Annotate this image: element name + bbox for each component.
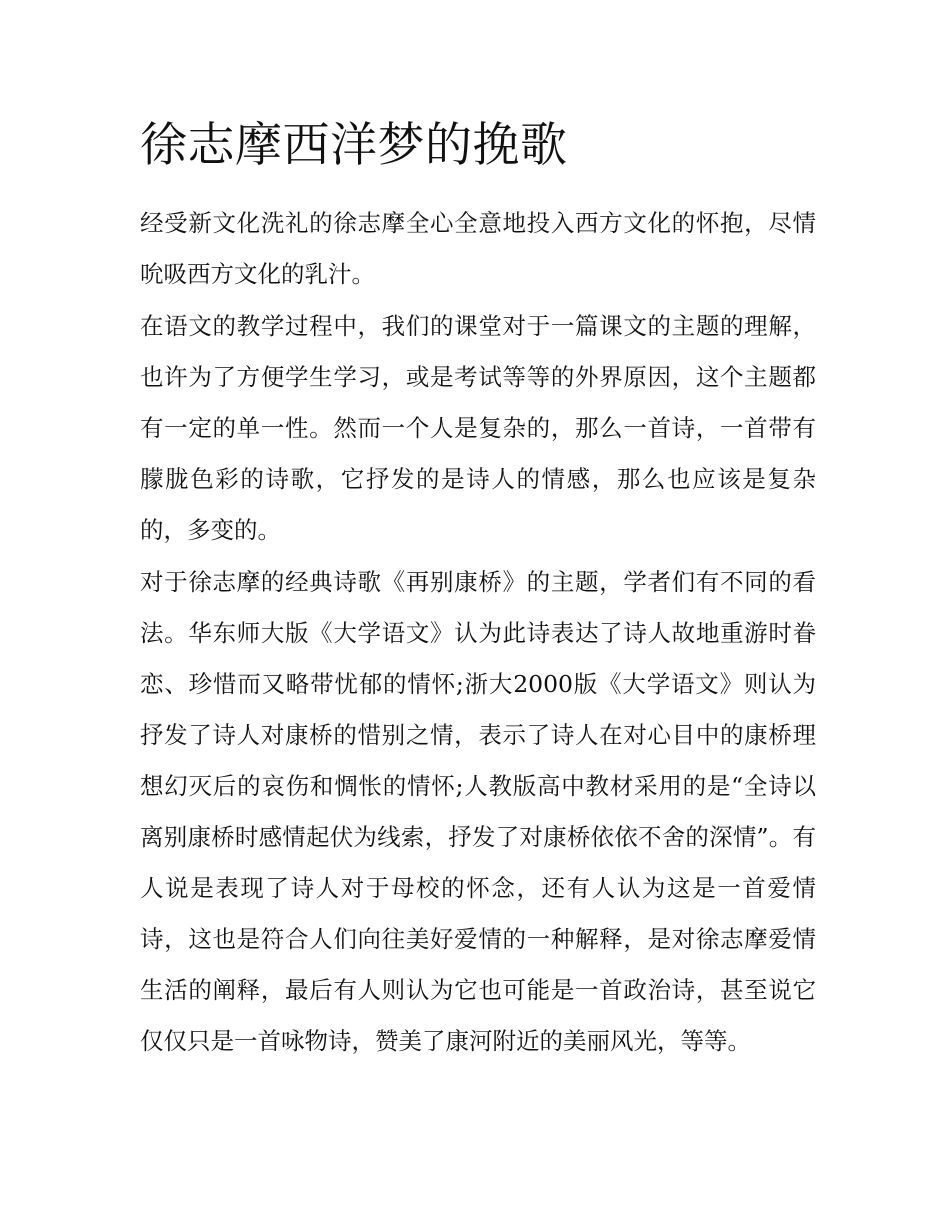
paragraph-teaching: 在语文的教学过程中，我们的课堂对于一篇课文的主题的理解，也许为了方便学生学习，或是考试等等的外界原因，这个主题都有一定的单一性。然而一个人是复杂的，那么一首诗，一首带有朦胧色彩的诗歌，它抒发的是诗人的情感，那么也应该是复杂的，多变的。 (140, 312, 816, 544)
paragraph-intro: 经受新文化洗礼的徐志摩全心全意地投入西方文化的怀抱，尽情吮吸西方文化的乳汁。 (140, 209, 816, 288)
document-body (140, 112, 816, 1068)
document-title: 徐志摩西洋梦的挽歌 (140, 118, 568, 173)
paragraph-themes: 对于徐志摩的经典诗歌《再别康桥》的主题，学者们有不同的看法。华东师大版《大学语文》认为此诗表达了诗人故地重游时眷恋、珍惜而又略带忧郁的情怀;浙大2000版《大学语文》则认为抒发了诗人对康桥的惜别之情，表示了诗人在对心目中的康桥理想幻灭后的哀伤和惆怅的情怀;人教版高中教材采用的是“全诗以离别康桥时感情起伏为线索，抒发了对康桥依依不舍的深情”。有人说是表现了诗人对于母校的怀念，还有人认为这是一首爱情诗，这也是符合人们向往美好爱情的一种解释，是对徐志摩爱情生活的阐释，最后有人则认为它也可能是一首政治诗，甚至说它仅仅只是一首咏物诗，赞美了康河附近的美丽风光，等等。 (140, 568, 816, 1055)
